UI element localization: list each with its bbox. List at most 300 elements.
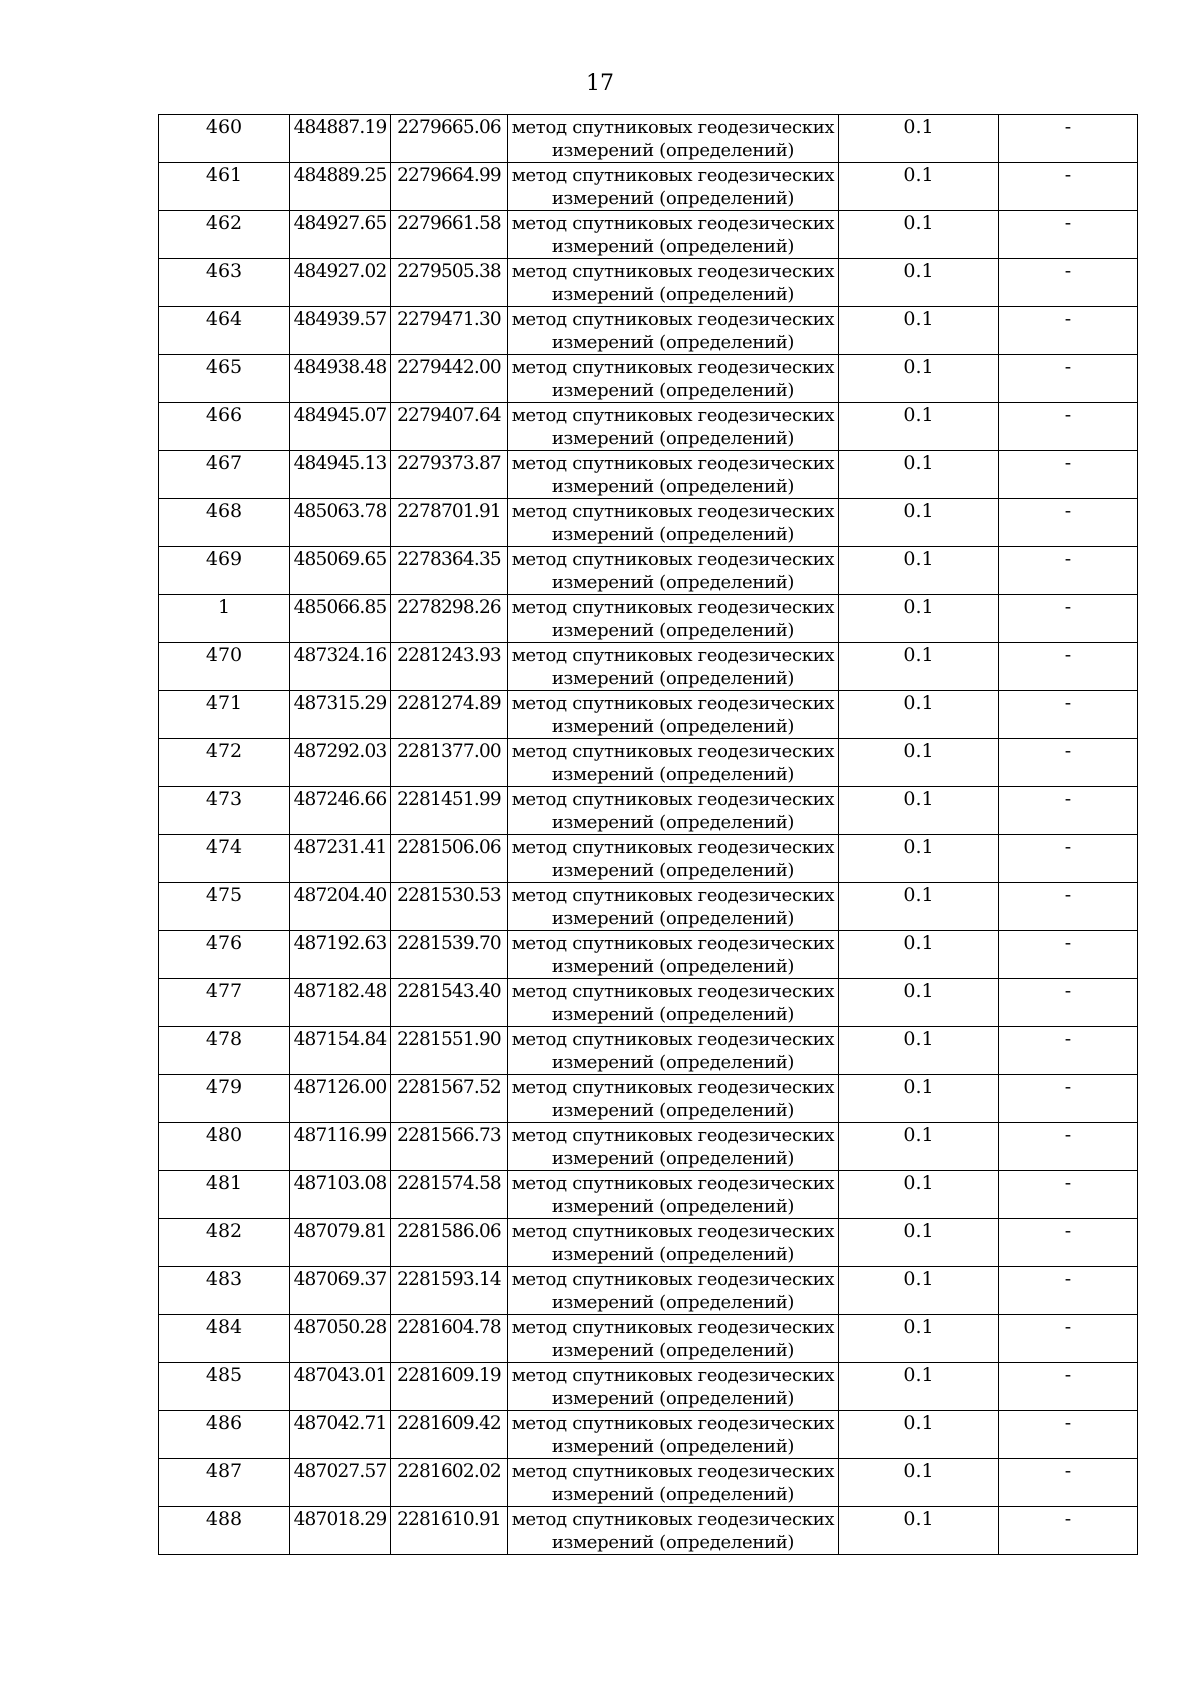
method-cell-text: метод спутниковых геодезических измерений (определений) <box>511 1269 835 1313</box>
x-coordinate-cell-text: 485063.78 <box>293 501 387 522</box>
description-cell-text: - <box>1064 116 1072 138</box>
description-cell <box>999 1219 1138 1267</box>
accuracy-cell-text: 0.1 <box>903 644 934 666</box>
description-cell <box>999 211 1138 259</box>
y-coordinate-cell <box>391 1411 508 1459</box>
accuracy-cell-text: 0.1 <box>903 1508 934 1530</box>
point-number-cell-text: 480 <box>205 1124 243 1146</box>
y-coordinate-cell-text: 2281539.70 <box>397 933 501 954</box>
description-cell-text: - <box>1064 788 1072 810</box>
method-cell-text: метод спутниковых геодезических измерений (определений) <box>511 453 835 497</box>
y-coordinate-cell-text: 2279665.06 <box>397 117 501 138</box>
description-cell-text: - <box>1064 404 1072 426</box>
description-cell-text: - <box>1064 980 1072 1002</box>
point-number-cell <box>159 1315 290 1363</box>
method-cell-text: метод спутниковых геодезических измерений (определений) <box>511 405 835 449</box>
description-cell <box>999 883 1138 931</box>
y-coordinate-cell <box>391 499 508 547</box>
point-number-cell <box>159 1027 290 1075</box>
description-cell <box>999 499 1138 547</box>
y-coordinate-cell <box>391 259 508 307</box>
y-coordinate-cell-text: 2281506.06 <box>397 837 501 858</box>
y-coordinate-cell-text: 2281274.89 <box>397 693 501 714</box>
point-number-cell-text: 469 <box>205 548 243 570</box>
point-number-cell <box>159 1507 290 1555</box>
description-cell <box>999 1411 1138 1459</box>
x-coordinate-cell <box>290 403 391 451</box>
x-coordinate-cell <box>290 451 391 499</box>
y-coordinate-cell-text: 2281566.73 <box>397 1125 501 1146</box>
table-row <box>159 1027 1138 1075</box>
point-number-cell <box>159 403 290 451</box>
x-coordinate-cell-text: 484889.25 <box>293 165 387 186</box>
accuracy-cell <box>839 643 999 691</box>
accuracy-cell-text: 0.1 <box>903 932 934 954</box>
accuracy-cell-text: 0.1 <box>903 260 934 282</box>
accuracy-cell <box>839 547 999 595</box>
accuracy-cell-text: 0.1 <box>903 548 934 570</box>
y-coordinate-cell-text: 2281243.93 <box>397 645 501 666</box>
table-row <box>159 979 1138 1027</box>
description-cell-text: - <box>1064 308 1072 330</box>
description-cell-text: - <box>1064 1028 1072 1050</box>
y-coordinate-cell-text: 2281567.52 <box>397 1077 501 1098</box>
accuracy-cell <box>839 787 999 835</box>
y-coordinate-cell <box>391 595 508 643</box>
method-cell-text: метод спутниковых геодезических измерений (определений) <box>511 501 835 545</box>
description-cell-text: - <box>1064 644 1072 666</box>
table-row <box>159 595 1138 643</box>
point-number-cell-text: 478 <box>205 1028 243 1050</box>
x-coordinate-cell <box>290 1363 391 1411</box>
method-cell <box>508 691 839 739</box>
point-number-cell-text: 481 <box>205 1172 243 1194</box>
accuracy-cell-text: 0.1 <box>903 404 934 426</box>
x-coordinate-cell-text: 487018.29 <box>293 1509 387 1530</box>
accuracy-cell <box>839 1075 999 1123</box>
description-cell <box>999 547 1138 595</box>
point-number-cell-text: 464 <box>205 308 243 330</box>
method-cell <box>508 1363 839 1411</box>
table-row <box>159 1123 1138 1171</box>
point-number-cell <box>159 1075 290 1123</box>
x-coordinate-cell <box>290 259 391 307</box>
method-cell-text: метод спутниковых геодезических измерений (определений) <box>511 1173 835 1217</box>
x-coordinate-cell <box>290 115 391 163</box>
x-coordinate-cell <box>290 931 391 979</box>
description-cell-text: - <box>1064 1076 1072 1098</box>
x-coordinate-cell-text: 487324.16 <box>293 645 387 666</box>
x-coordinate-cell-text: 487182.48 <box>293 981 387 1002</box>
description-cell-text: - <box>1064 596 1072 618</box>
accuracy-cell-text: 0.1 <box>903 1316 934 1338</box>
y-coordinate-cell-text: 2279505.38 <box>397 261 501 282</box>
y-coordinate-cell-text: 2281530.53 <box>397 885 501 906</box>
accuracy-cell <box>839 115 999 163</box>
accuracy-cell-text: 0.1 <box>903 1412 934 1434</box>
point-number-cell <box>159 739 290 787</box>
accuracy-cell <box>839 931 999 979</box>
y-coordinate-cell <box>391 1315 508 1363</box>
x-coordinate-cell <box>290 1027 391 1075</box>
x-coordinate-cell <box>290 499 391 547</box>
method-cell <box>508 1219 839 1267</box>
point-number-cell <box>159 643 290 691</box>
accuracy-cell-text: 0.1 <box>903 1268 934 1290</box>
method-cell-text: метод спутниковых геодезических измерений (определений) <box>511 1077 835 1121</box>
y-coordinate-cell <box>391 1219 508 1267</box>
method-cell <box>508 643 839 691</box>
accuracy-cell-text: 0.1 <box>903 116 934 138</box>
x-coordinate-cell <box>290 1315 391 1363</box>
x-coordinate-cell <box>290 307 391 355</box>
point-number-cell-text: 472 <box>205 740 243 762</box>
y-coordinate-cell-text: 2281593.14 <box>397 1269 501 1290</box>
method-cell-text: метод спутниковых геодезических измерений (определений) <box>511 645 835 689</box>
y-coordinate-cell <box>391 163 508 211</box>
accuracy-cell <box>839 1459 999 1507</box>
accuracy-cell <box>839 259 999 307</box>
y-coordinate-cell-text: 2281451.99 <box>397 789 501 810</box>
table-row <box>159 1459 1138 1507</box>
x-coordinate-cell <box>290 979 391 1027</box>
method-cell <box>508 499 839 547</box>
accuracy-cell <box>839 1027 999 1075</box>
point-number-cell <box>159 1411 290 1459</box>
point-number-cell <box>159 499 290 547</box>
table-row <box>159 1075 1138 1123</box>
accuracy-cell <box>839 307 999 355</box>
y-coordinate-cell <box>391 1363 508 1411</box>
accuracy-cell-text: 0.1 <box>903 164 934 186</box>
description-cell-text: - <box>1064 1412 1072 1434</box>
description-cell <box>999 115 1138 163</box>
point-number-cell <box>159 931 290 979</box>
y-coordinate-cell-text: 2281574.58 <box>397 1173 501 1194</box>
y-coordinate-cell-text: 2281377.00 <box>397 741 501 762</box>
point-number-cell <box>159 1363 290 1411</box>
description-cell-text: - <box>1064 500 1072 522</box>
x-coordinate-cell-text: 487192.63 <box>293 933 387 954</box>
method-cell <box>508 1171 839 1219</box>
accuracy-cell-text: 0.1 <box>903 596 934 618</box>
x-coordinate-cell <box>290 163 391 211</box>
x-coordinate-cell-text: 487315.29 <box>293 693 387 714</box>
x-coordinate-cell-text: 487126.00 <box>293 1077 387 1098</box>
accuracy-cell-text: 0.1 <box>903 1172 934 1194</box>
y-coordinate-cell-text: 2279664.99 <box>397 165 501 186</box>
table-row <box>159 931 1138 979</box>
accuracy-cell-text: 0.1 <box>903 1220 934 1242</box>
accuracy-cell <box>839 451 999 499</box>
point-number-cell-text: 486 <box>205 1412 243 1434</box>
x-coordinate-cell <box>290 595 391 643</box>
point-number-cell-text: 476 <box>205 932 243 954</box>
y-coordinate-cell <box>391 787 508 835</box>
description-cell <box>999 1363 1138 1411</box>
description-cell-text: - <box>1064 1268 1072 1290</box>
description-cell <box>999 451 1138 499</box>
y-coordinate-cell <box>391 1459 508 1507</box>
table-row <box>159 1411 1138 1459</box>
description-cell <box>999 1507 1138 1555</box>
y-coordinate-cell <box>391 403 508 451</box>
description-cell-text: - <box>1064 164 1072 186</box>
method-cell-text: метод спутниковых геодезических измерений (определений) <box>511 1029 835 1073</box>
accuracy-cell-text: 0.1 <box>903 836 934 858</box>
method-cell <box>508 355 839 403</box>
point-number-cell-text: 471 <box>205 692 243 714</box>
method-cell-text: метод спутниковых геодезических измерений (определений) <box>511 1317 835 1361</box>
x-coordinate-cell-text: 487042.71 <box>293 1413 387 1434</box>
accuracy-cell <box>839 1411 999 1459</box>
accuracy-cell-text: 0.1 <box>903 1076 934 1098</box>
x-coordinate-cell <box>290 835 391 883</box>
method-cell-text: метод спутниковых геодезических измерений (определений) <box>511 213 835 257</box>
method-cell <box>508 259 839 307</box>
description-cell <box>999 403 1138 451</box>
description-cell <box>999 307 1138 355</box>
method-cell <box>508 979 839 1027</box>
method-cell-text: метод спутниковых геодезических измерений (определений) <box>511 933 835 977</box>
table-row <box>159 499 1138 547</box>
method-cell <box>508 211 839 259</box>
table-row <box>159 355 1138 403</box>
method-cell <box>508 835 839 883</box>
description-cell-text: - <box>1064 932 1072 954</box>
method-cell <box>508 1315 839 1363</box>
accuracy-cell <box>839 1315 999 1363</box>
point-number-cell <box>159 787 290 835</box>
accuracy-cell-text: 0.1 <box>903 452 934 474</box>
description-cell <box>999 595 1138 643</box>
method-cell-text: метод спутниковых геодезических измерений (определений) <box>511 741 835 785</box>
y-coordinate-cell <box>391 1267 508 1315</box>
table-row <box>159 1171 1138 1219</box>
y-coordinate-cell-text: 2281604.78 <box>397 1317 501 1338</box>
y-coordinate-cell-text: 2279373.87 <box>397 453 501 474</box>
y-coordinate-cell-text: 2281602.02 <box>397 1461 501 1482</box>
method-cell-text: метод спутниковых геодезических измерений (определений) <box>511 1125 835 1169</box>
point-number-cell <box>159 691 290 739</box>
x-coordinate-cell-text: 484887.19 <box>293 117 387 138</box>
accuracy-cell <box>839 1507 999 1555</box>
y-coordinate-cell <box>391 1507 508 1555</box>
point-number-cell <box>159 883 290 931</box>
method-cell-text: метод спутниковых геодезических измерений (определений) <box>511 693 835 737</box>
y-coordinate-cell <box>391 1171 508 1219</box>
y-coordinate-cell-text: 2279442.00 <box>397 357 501 378</box>
table-row <box>159 163 1138 211</box>
y-coordinate-cell-text: 2278364.35 <box>397 549 501 570</box>
description-cell-text: - <box>1064 1220 1072 1242</box>
y-coordinate-cell <box>391 643 508 691</box>
description-cell <box>999 1027 1138 1075</box>
x-coordinate-cell <box>290 1507 391 1555</box>
method-cell-text: метод спутниковых геодезических измерений (определений) <box>511 1413 835 1457</box>
point-number-cell <box>159 163 290 211</box>
accuracy-cell-text: 0.1 <box>903 980 934 1002</box>
method-cell <box>508 931 839 979</box>
method-cell <box>508 451 839 499</box>
method-cell <box>508 1459 839 1507</box>
description-cell <box>999 1267 1138 1315</box>
point-number-cell-text: 460 <box>205 116 243 138</box>
x-coordinate-cell <box>290 691 391 739</box>
y-coordinate-cell <box>391 547 508 595</box>
x-coordinate-cell <box>290 1123 391 1171</box>
x-coordinate-cell <box>290 643 391 691</box>
description-cell <box>999 1075 1138 1123</box>
description-cell <box>999 739 1138 787</box>
point-number-cell <box>159 595 290 643</box>
x-coordinate-cell <box>290 547 391 595</box>
method-cell <box>508 403 839 451</box>
y-coordinate-cell-text: 2279661.58 <box>397 213 501 234</box>
description-cell-text: - <box>1064 1460 1072 1482</box>
method-cell <box>508 307 839 355</box>
accuracy-cell <box>839 691 999 739</box>
method-cell-text: метод спутниковых геодезических измерений (определений) <box>511 1365 835 1409</box>
description-cell <box>999 691 1138 739</box>
method-cell-text: метод спутниковых геодезических измерений (определений) <box>511 789 835 833</box>
x-coordinate-cell-text: 487050.28 <box>293 1317 387 1338</box>
point-number-cell-text: 488 <box>205 1508 243 1530</box>
accuracy-cell-text: 0.1 <box>903 500 934 522</box>
point-number-cell-text: 465 <box>205 356 243 378</box>
x-coordinate-cell-text: 484927.02 <box>293 261 387 282</box>
page-number: 17 <box>586 71 614 96</box>
accuracy-cell <box>839 883 999 931</box>
y-coordinate-cell <box>391 211 508 259</box>
method-cell <box>508 739 839 787</box>
y-coordinate-cell <box>391 307 508 355</box>
description-cell <box>999 1171 1138 1219</box>
x-coordinate-cell-text: 485069.65 <box>293 549 387 570</box>
coordinates-table-body <box>159 115 1138 1555</box>
y-coordinate-cell <box>391 355 508 403</box>
accuracy-cell <box>839 835 999 883</box>
method-cell-text: метод спутниковых геодезических измерений (определений) <box>511 309 835 353</box>
x-coordinate-cell-text: 487231.41 <box>293 837 387 858</box>
y-coordinate-cell <box>391 691 508 739</box>
y-coordinate-cell <box>391 1075 508 1123</box>
coordinates-table <box>158 114 1138 1555</box>
table-row <box>159 739 1138 787</box>
point-number-cell-text: 482 <box>205 1220 243 1242</box>
table-row <box>159 643 1138 691</box>
x-coordinate-cell-text: 484945.13 <box>293 453 387 474</box>
description-cell <box>999 979 1138 1027</box>
accuracy-cell <box>839 1267 999 1315</box>
description-cell-text: - <box>1064 884 1072 906</box>
x-coordinate-cell <box>290 1219 391 1267</box>
x-coordinate-cell-text: 487154.84 <box>293 1029 387 1050</box>
x-coordinate-cell <box>290 1411 391 1459</box>
method-cell-text: метод спутниковых геодезических измерений (определений) <box>511 837 835 881</box>
point-number-cell-text: 483 <box>205 1268 243 1290</box>
method-cell <box>508 115 839 163</box>
table-row <box>159 787 1138 835</box>
point-number-cell <box>159 115 290 163</box>
x-coordinate-cell <box>290 211 391 259</box>
x-coordinate-cell-text: 484938.48 <box>293 357 387 378</box>
accuracy-cell-text: 0.1 <box>903 356 934 378</box>
method-cell <box>508 1411 839 1459</box>
accuracy-cell <box>839 355 999 403</box>
point-number-cell <box>159 1267 290 1315</box>
accuracy-cell-text: 0.1 <box>903 1460 934 1482</box>
x-coordinate-cell-text: 487116.99 <box>293 1125 387 1146</box>
method-cell-text: метод спутниковых геодезических измерений (определений) <box>511 885 835 929</box>
point-number-cell <box>159 1123 290 1171</box>
description-cell-text: - <box>1064 1316 1072 1338</box>
description-cell <box>999 259 1138 307</box>
point-number-cell <box>159 1459 290 1507</box>
point-number-cell <box>159 307 290 355</box>
table-row <box>159 883 1138 931</box>
y-coordinate-cell-text: 2281610.91 <box>397 1509 501 1530</box>
point-number-cell <box>159 451 290 499</box>
method-cell <box>508 1267 839 1315</box>
method-cell-text: метод спутниковых геодезических измерений (определений) <box>511 117 835 161</box>
point-number-cell-text: 485 <box>205 1364 243 1386</box>
accuracy-cell <box>839 499 999 547</box>
description-cell-text: - <box>1064 740 1072 762</box>
accuracy-cell-text: 0.1 <box>903 1124 934 1146</box>
point-number-cell-text: 484 <box>205 1316 243 1338</box>
x-coordinate-cell-text: 487043.01 <box>293 1365 387 1386</box>
method-cell-text: метод спутниковых геодезических измерений (определений) <box>511 597 835 641</box>
x-coordinate-cell <box>290 1459 391 1507</box>
accuracy-cell <box>839 1123 999 1171</box>
method-cell-text: метод спутниковых геодезических измерений (определений) <box>511 261 835 305</box>
method-cell-text: метод спутниковых геодезических измерений (определений) <box>511 1509 835 1553</box>
method-cell <box>508 1075 839 1123</box>
point-number-cell-text: 479 <box>205 1076 243 1098</box>
method-cell-text: метод спутниковых геодезических измерений (определений) <box>511 357 835 401</box>
point-number-cell-text: 470 <box>205 644 243 666</box>
point-number-cell-text: 477 <box>205 980 243 1002</box>
x-coordinate-cell <box>290 883 391 931</box>
method-cell-text: метод спутниковых геодезических измерений (определений) <box>511 165 835 209</box>
y-coordinate-cell <box>391 115 508 163</box>
y-coordinate-cell-text: 2281551.90 <box>397 1029 501 1050</box>
description-cell <box>999 163 1138 211</box>
point-number-cell <box>159 1219 290 1267</box>
accuracy-cell-text: 0.1 <box>903 1028 934 1050</box>
x-coordinate-cell <box>290 1075 391 1123</box>
table-row <box>159 1315 1138 1363</box>
description-cell <box>999 1459 1138 1507</box>
method-cell <box>508 1507 839 1555</box>
description-cell-text: - <box>1064 356 1072 378</box>
point-number-cell-text: 462 <box>205 212 243 234</box>
table-row <box>159 403 1138 451</box>
point-number-cell <box>159 355 290 403</box>
x-coordinate-cell-text: 487069.37 <box>293 1269 387 1290</box>
accuracy-cell <box>839 1219 999 1267</box>
y-coordinate-cell <box>391 979 508 1027</box>
description-cell-text: - <box>1064 452 1072 474</box>
accuracy-cell-text: 0.1 <box>903 740 934 762</box>
x-coordinate-cell <box>290 355 391 403</box>
accuracy-cell-text: 0.1 <box>903 788 934 810</box>
point-number-cell-text: 468 <box>205 500 243 522</box>
y-coordinate-cell <box>391 1027 508 1075</box>
accuracy-cell-text: 0.1 <box>903 692 934 714</box>
y-coordinate-cell <box>391 883 508 931</box>
